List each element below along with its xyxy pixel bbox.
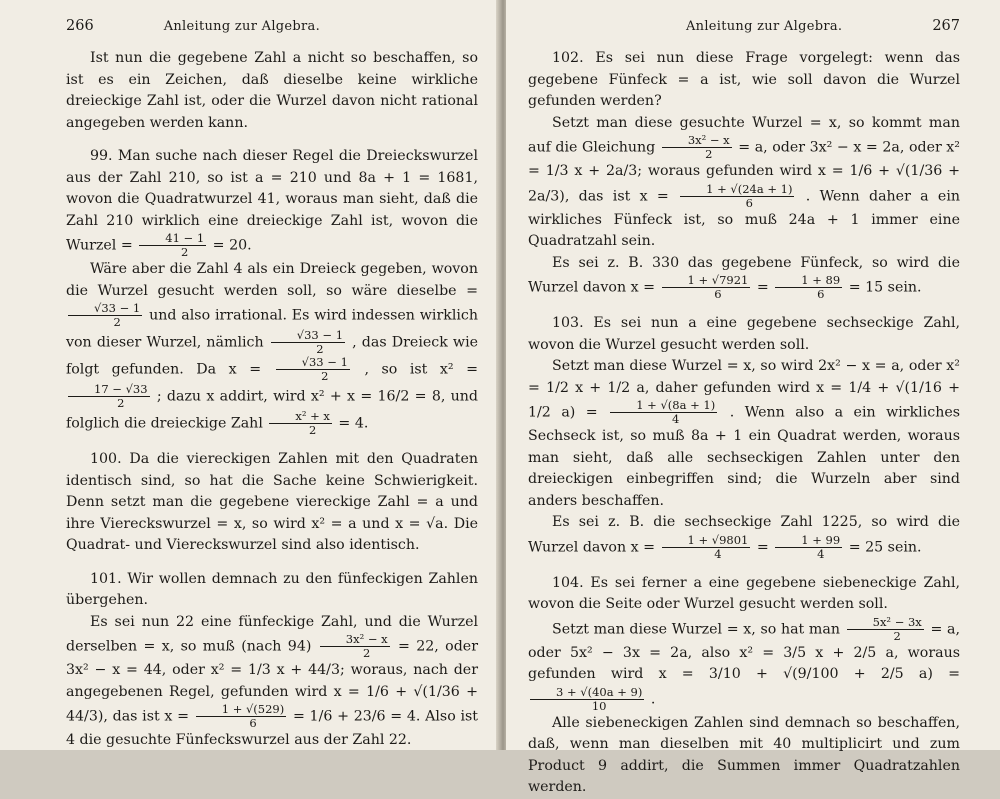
text-run: . <box>650 691 656 707</box>
text-run: und also irrational. Es wird indessen wirklich von dieser Wurzel, nämlich <box>66 307 478 351</box>
right-page <box>506 0 1000 795</box>
text-run: ; dazu x addirt, wird x² + x = 16/2 = 8, und folglich die dreieckige Zahl <box>66 388 479 432</box>
numerator: 1 + √(529) <box>196 703 287 717</box>
numerator: 3x² − x <box>320 633 390 647</box>
page-number: 266 <box>66 18 94 34</box>
left-page <box>0 0 500 750</box>
text-run: . Wenn daher a ein wirkliches Fünfeck ist, so muß 24a + 1 immer eine Quadratzahl sein. <box>528 188 960 249</box>
numerator: 3 + √(40a + 9) <box>530 686 644 700</box>
denominator: 2 <box>181 245 189 259</box>
denominator: 2 <box>308 423 317 437</box>
denominator: 4 <box>817 546 825 561</box>
denominator: 2 <box>117 396 125 410</box>
text-run: = <box>756 279 769 296</box>
denominator: 2 <box>316 342 324 356</box>
denominator: 6 <box>745 195 753 210</box>
fraction <box>662 534 751 561</box>
fraction <box>320 633 390 660</box>
text-run: 99. Man suche nach dieser Regel die Dreieckswurzel aus der Zahl 210, so ist a = 210 und 8a + 1 = 1681, wovon die Quadratwurzel 41, woraus man sieht, daß die Zahl 210 wirklich eine dreieckige Zahl ist, wovon die Wurzel = <box>66 148 478 254</box>
fraction <box>196 703 287 730</box>
text-run: , das Dreieck wie folgt gefunden. Da x = <box>66 334 479 378</box>
fraction <box>662 274 751 301</box>
paragraph <box>528 512 960 561</box>
text-run: = 1/6 + 23/6 = 4. Also ist 4 die gesuchte Fünfeckswurzel aus der Zahl 22. <box>66 708 478 748</box>
denominator: 2 <box>893 628 901 643</box>
denominator: 6 <box>249 716 257 730</box>
page-number: 267 <box>932 18 960 34</box>
text-run: Es sei nun 22 eine fünfeckige Zahl, und die Wurzel derselben = x, so muß (nach 94) <box>66 613 478 655</box>
paragraph: Ist nun die gegebene Zahl a nicht so beschaffen, so ist es ein Zeichen, daß dieselbe keine wirkliche dreieckige Zahl ist, oder die Wurzel davon nicht rational angegeben werden kann. <box>66 50 478 131</box>
denominator: 4 <box>672 412 680 426</box>
fraction <box>680 183 794 210</box>
text-run: Wäre aber die Zahl 4 als ein Dreieck gegeben, wovon die Wurzel gesucht werden soll, so wäre dieselbe = <box>66 261 478 299</box>
text-run: Es sei z. B. die sechseckige Zahl 1225, so wird die Wurzel davon x = <box>528 514 960 555</box>
denominator: 6 <box>714 287 722 301</box>
paragraph: Alle siebeneckigen Zahlen sind demnach so beschaffen, daß, wenn man dieselben mit 40 multiplicirt und zum Product 9 addirt, die Summen immer Quadratzahlen werden. <box>528 714 960 795</box>
fraction <box>775 534 842 561</box>
paragraph: 100. Da die viereckigen Zahlen mit den Quadraten identisch sind, so hat die Sache keine Schwierigkeit. Denn setzt man die gegebene viereckige Zahl = a und ihre Viereckswurzel = x, so wird x² = a und x = √a. Die Quadrat- und Viereckswurzel sind also identisch. <box>66 451 478 553</box>
page-body <box>66 48 478 752</box>
fraction <box>271 329 345 356</box>
text-run: = 15 sein. <box>848 279 922 296</box>
paragraph: 104. Es sei ferner a eine gegebene siebeneckige Zahl, wovon die Seite oder Wurzel gesucht werden soll. <box>528 574 960 612</box>
text-run: Setzt man diese Wurzel = x, so hat man <box>552 621 840 637</box>
paragraph <box>66 146 478 259</box>
paragraph <box>528 113 960 253</box>
denominator: 2 <box>705 147 713 161</box>
fraction <box>276 356 350 383</box>
text-run: = 4. <box>338 415 369 432</box>
paragraph: 102. Es sei nun diese Frage vorgelegt: wenn das gegebene Fünfeck = a ist, wie soll davon die Wurzel gefunden werden? <box>528 50 960 109</box>
denominator: 10 <box>591 698 607 713</box>
paragraph <box>66 259 478 437</box>
numerator: 5x² − 3x <box>847 616 924 630</box>
text-run: . Wenn also a ein wirkliches Sechseck ist, so muß 8a + 1 ein Quadrat werden, woraus man sieht, daß alle sechseckigen Zahlen unter den dreieckigen einbegriffen sind; die Wurzeln aber sind anders beschaffen. <box>528 404 961 509</box>
fraction <box>68 383 150 410</box>
numerator: 41 − 1 <box>139 232 206 246</box>
denominator: 2 <box>321 369 329 383</box>
paragraph <box>528 616 960 713</box>
text-run: = 22, oder 3x² − x = 44, oder x² = 1/3 x + 44/3; woraus, nach der angegebenen Regel, gefunden wird x = 1/6 + √(1/36 + 44/3), das ist x = <box>66 638 478 725</box>
text-run: = 20. <box>212 237 252 254</box>
numerator: 3x² − x <box>662 134 732 148</box>
numerator: 1 + 99 <box>775 534 842 548</box>
fraction <box>68 302 142 329</box>
fraction <box>610 399 717 426</box>
paragraph: 103. Es sei nun a eine gegebene sechseckige Zahl, wovon die Wurzel gesucht werden soll. <box>528 315 960 353</box>
text-run: Setzt man diese Wurzel = x, so wird 2x² − x = a, oder x² = 1/2 x + 1/2 a, daher gefunden wird x = 1/4 + √(1/16 + 1/2 a) = <box>528 358 960 421</box>
numerator: √33 − 1 <box>276 356 350 370</box>
text-run: Es sei z. B. 330 das gegebene Fünfeck, so wird die Wurzel davon x = <box>528 254 960 296</box>
running-title: Anleitung zur Algebra. <box>163 19 321 34</box>
paragraph <box>528 253 960 302</box>
denominator: 6 <box>817 287 825 301</box>
numerator: 1 + 89 <box>775 274 842 288</box>
numerator: √33 − 1 <box>68 302 142 316</box>
fraction <box>139 232 206 259</box>
fraction <box>530 686 644 713</box>
numerator: 17 − √33 <box>68 383 150 397</box>
running-title: Anleitung zur Algebra. <box>685 19 843 34</box>
text-run: = <box>756 539 769 555</box>
text-run: = a, oder 5x² − 3x = 2a, also x² = 3/5 x + 2/5 a, woraus gefunden wird x = 3/10 + √(9/100 + 2/5 a) = <box>528 621 960 682</box>
page-body <box>528 48 960 799</box>
numerator: x² + x <box>269 410 332 424</box>
paragraph: 101. Wir wollen demnach zu den fünfeckigen Zahlen übergehen. <box>66 570 478 608</box>
fraction <box>662 134 732 161</box>
numerator: 1 + √(24a + 1) <box>680 183 794 197</box>
page-header <box>528 18 960 42</box>
page-header <box>66 18 478 42</box>
text-run: , so ist x² = <box>364 361 479 378</box>
text-run: Setzt man diese gesuchte Wurzel = x, so kommt man auf die Gleichung <box>528 114 960 156</box>
fraction <box>847 616 924 643</box>
fraction <box>775 274 842 301</box>
numerator: 1 + √(8a + 1) <box>610 399 717 413</box>
numerator: √33 − 1 <box>271 329 345 343</box>
fraction <box>269 410 332 437</box>
denominator: 2 <box>113 315 121 329</box>
denominator: 2 <box>363 646 371 660</box>
text-run: = a, oder 3x² − x = 2a, oder x² = 1/3 x + 2a/3; woraus gefunden wird x = 1/6 + √(1/36 + 2a/3), das ist x = <box>528 139 960 204</box>
numerator: 1 + √9801 <box>662 534 751 548</box>
paragraph <box>66 612 478 752</box>
denominator: 4 <box>714 546 722 561</box>
text-run: = 25 sein. <box>848 539 922 555</box>
numerator: 1 + √7921 <box>662 274 751 288</box>
paragraph <box>528 356 960 512</box>
